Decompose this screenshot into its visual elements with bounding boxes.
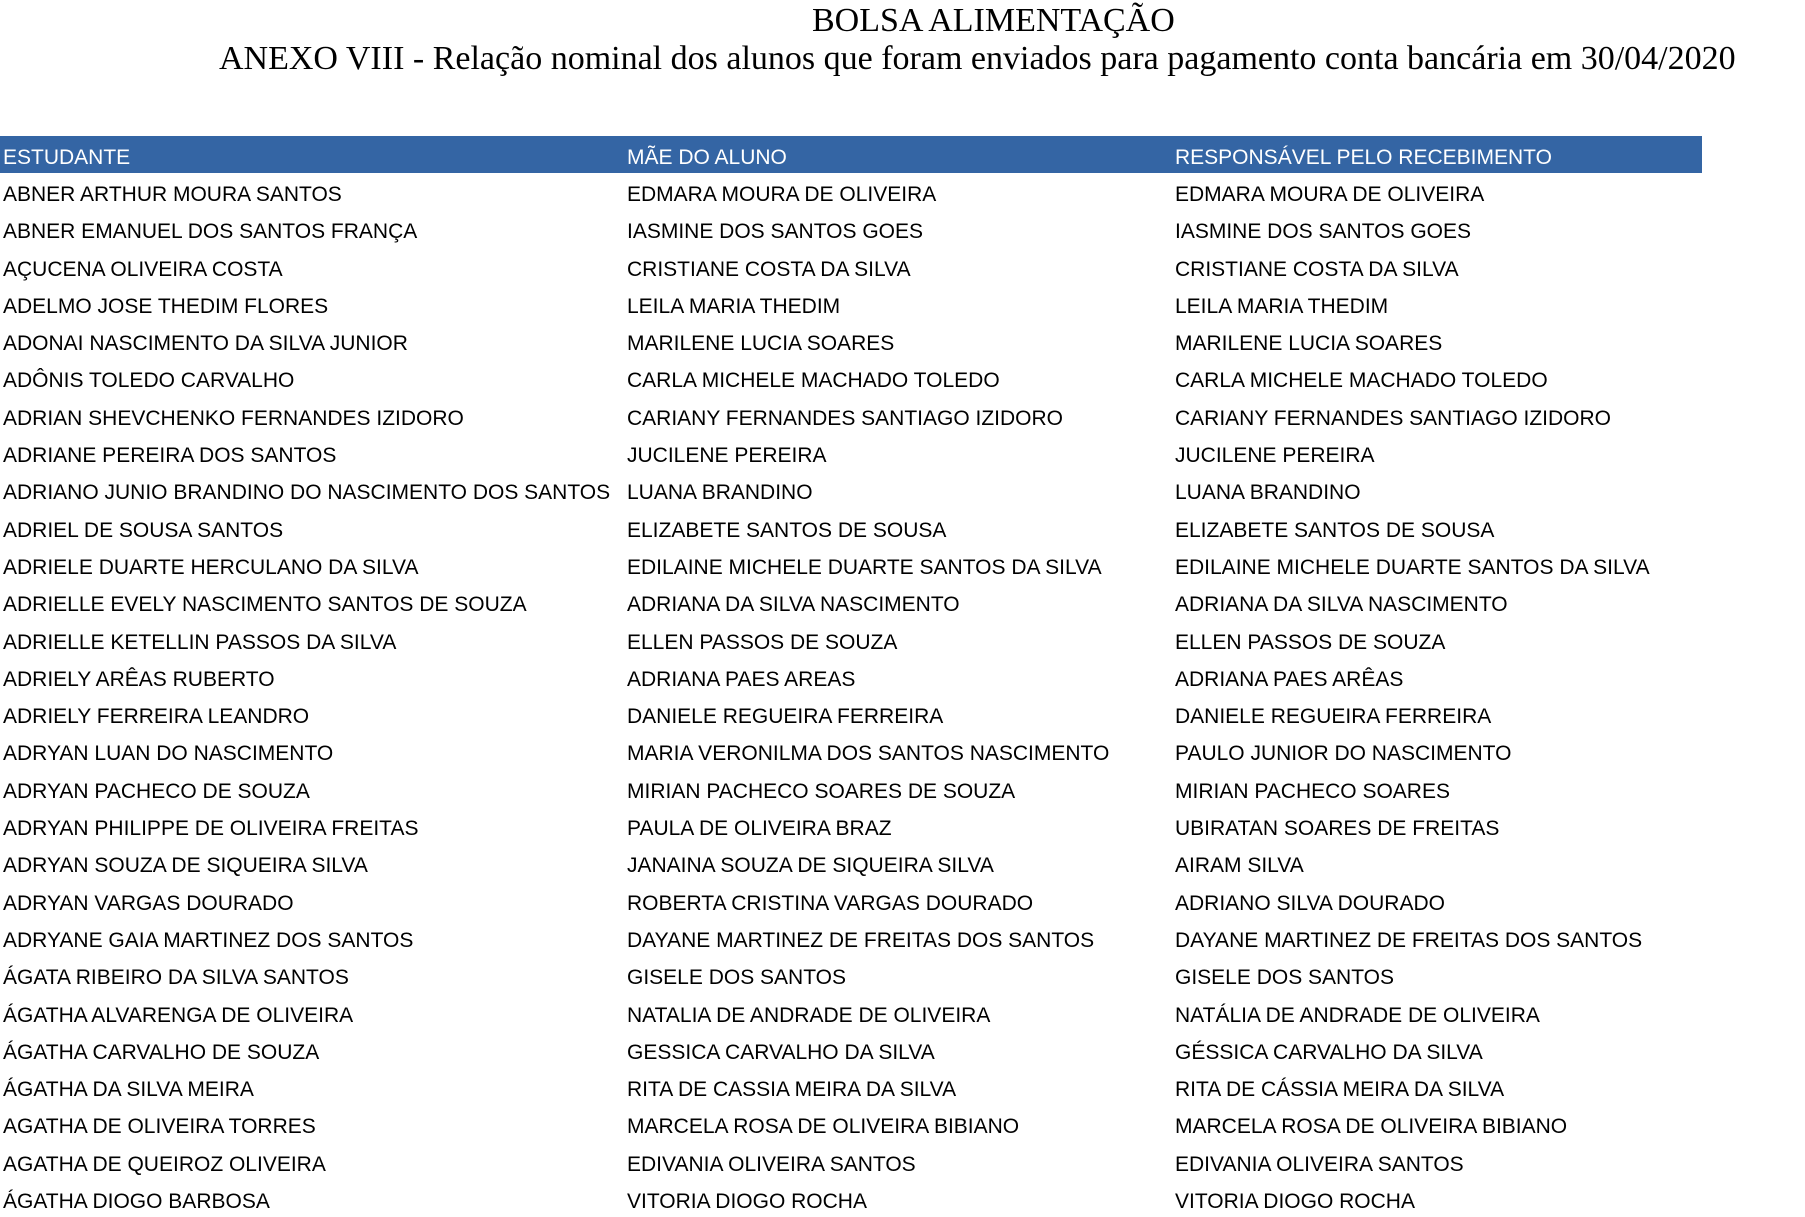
column-header-responsavel: RESPONSÁVEL PELO RECEBIMENTO [1175,146,1552,169]
table-row [0,359,1805,396]
table-row [0,1031,1805,1068]
table-row [0,248,1805,285]
table-row [0,173,1805,210]
table-row [0,658,1805,695]
mother-name-cell: RITA DE CASSIA MEIRA DA SILVA [627,1078,957,1102]
table-row [0,583,1805,620]
responsible-name-cell: JUCILENE PEREIRA [1175,444,1375,468]
table-row [0,210,1805,247]
responsible-name-cell: MIRIAN PACHECO SOARES [1175,779,1450,803]
student-name-cell: ABNER EMANUEL DOS SANTOS FRANÇA [3,220,418,244]
table-row [0,621,1805,658]
table-row [0,397,1805,434]
student-name-cell: ÁGATA RIBEIRO DA SILVA SANTOS [3,966,349,990]
table-row [0,1180,1805,1217]
table-row [0,732,1805,769]
responsible-name-cell: VITORIA DIOGO ROCHA [1175,1190,1415,1214]
responsible-name-cell: ADRIANA DA SILVA NASCIMENTO [1175,593,1508,617]
student-name-cell: ÁGATHA ALVARENGA DE OLIVEIRA [3,1003,354,1027]
responsible-name-cell: LUANA BRANDINO [1175,481,1361,505]
responsible-name-cell: CARIANY FERNANDES SANTIAGO IZIDORO [1175,406,1612,430]
mother-name-cell: ADRIANA PAES AREAS [627,667,856,691]
student-name-cell: ADRIELLE KETELLIN PASSOS DA SILVA [3,630,397,654]
responsible-name-cell: CRISTIANE COSTA DA SILVA [1175,257,1459,281]
student-name-cell: ADRIELY FERREIRA LEANDRO [3,705,310,729]
student-name-cell: ADRIEL DE SOUSA SANTOS [3,518,284,542]
table-row [0,994,1805,1031]
responsible-name-cell: ELLEN PASSOS DE SOUZA [1175,630,1446,654]
document-title: BOLSA ALIMENTAÇÃO [812,2,1175,39]
mother-name-cell: MARCELA ROSA DE OLIVEIRA BIBIANO [627,1115,1020,1139]
responsible-name-cell: RITA DE CÁSSIA MEIRA DA SILVA [1175,1078,1505,1102]
table-row [0,434,1805,471]
document-subtitle: ANEXO VIII - Relação nominal dos alunos que foram enviados para pagamento conta bancária em 30/04/2020 [219,40,1736,77]
mother-name-cell: JANAINA SOUZA DE SIQUEIRA SILVA [627,854,994,878]
table-row [0,844,1805,881]
mother-name-cell: ROBERTA CRISTINA VARGAS DOURADO [627,891,1034,915]
responsible-name-cell: IASMINE DOS SANTOS GOES [1175,220,1472,244]
responsible-name-cell: GÉSSICA CARVALHO DA SILVA [1175,1040,1483,1064]
student-name-cell: ADRYAN PHILIPPE DE OLIVEIRA FREITAS [3,817,419,841]
table-row [0,695,1805,732]
student-name-cell: ADRIELE DUARTE HERCULANO DA SILVA [3,555,419,579]
responsible-name-cell: NATÁLIA DE ANDRADE DE OLIVEIRA [1175,1003,1540,1027]
responsible-name-cell: UBIRATAN SOARES DE FREITAS [1175,817,1500,841]
mother-name-cell: ELLEN PASSOS DE SOUZA [627,630,898,654]
table-row [0,322,1805,359]
responsible-name-cell: ADRIANA PAES ARÊAS [1175,667,1404,691]
student-name-cell: ADRIANO JUNIO BRANDINO DO NASCIMENTO DOS SANTOS [3,481,611,505]
mother-name-cell: MIRIAN PACHECO SOARES DE SOUZA [627,779,1016,803]
student-name-cell: ADELMO JOSE THEDIM FLORES [3,294,329,318]
responsible-name-cell: EDIVANIA OLIVEIRA SANTOS [1175,1152,1464,1176]
table-row [0,807,1805,844]
mother-name-cell: VITORIA DIOGO ROCHA [627,1190,867,1214]
student-name-cell: ADRYANE GAIA MARTINEZ DOS SANTOS [3,928,414,952]
student-name-cell: ADONAI NASCIMENTO DA SILVA JUNIOR [3,332,408,356]
student-name-cell: ÁGATHA CARVALHO DE SOUZA [3,1040,320,1064]
mother-name-cell: EDMARA MOURA DE OLIVEIRA [627,183,937,206]
responsible-name-cell: EDILAINE MICHELE DUARTE SANTOS DA SILVA [1175,555,1650,579]
table-row [0,285,1805,322]
table-row [0,471,1805,508]
responsible-name-cell: ELIZABETE SANTOS DE SOUSA [1175,518,1495,542]
mother-name-cell: ELIZABETE SANTOS DE SOUSA [627,518,947,542]
student-name-cell: ÁGATHA DA SILVA MEIRA [3,1078,254,1102]
mother-name-cell: MARILENE LUCIA SOARES [627,332,895,356]
responsible-name-cell: GISELE DOS SANTOS [1175,966,1395,990]
student-name-cell: AÇUCENA OLIVEIRA COSTA [3,257,283,281]
table-row [0,956,1805,993]
table-row [0,1143,1805,1180]
mother-name-cell: CRISTIANE COSTA DA SILVA [627,257,911,281]
mother-name-cell: NATALIA DE ANDRADE DE OLIVEIRA [627,1003,991,1027]
mother-name-cell: ADRIANA DA SILVA NASCIMENTO [627,593,960,617]
mother-name-cell: EDIVANIA OLIVEIRA SANTOS [627,1152,916,1176]
student-name-cell: ADRIAN SHEVCHENKO FERNANDES IZIDORO [3,406,464,430]
table-row [0,770,1805,807]
responsible-name-cell: LEILA MARIA THEDIM [1175,294,1389,318]
table-header [0,136,1702,173]
mother-name-cell: JUCILENE PEREIRA [627,444,827,468]
student-name-cell: ADRIELY ARÊAS RUBERTO [3,667,275,691]
mother-name-cell: MARIA VERONILMA DOS SANTOS NASCIMENTO [627,742,1110,766]
mother-name-cell: CARIANY FERNANDES SANTIAGO IZIDORO [627,406,1064,430]
table-body [0,173,1805,1217]
responsible-name-cell: DAYANE MARTINEZ DE FREITAS DOS SANTOS [1175,928,1643,952]
student-name-cell: ÁGATHA DIOGO BARBOSA [3,1190,270,1214]
student-name-cell: ADRYAN PACHECO DE SOUZA [3,779,310,803]
mother-name-cell: EDILAINE MICHELE DUARTE SANTOS DA SILVA [627,555,1102,579]
table-row [0,1105,1805,1142]
mother-name-cell: CARLA MICHELE MACHADO TOLEDO [627,369,1000,393]
responsible-name-cell: MARILENE LUCIA SOARES [1175,332,1443,356]
student-name-cell: ADRIANE PEREIRA DOS SANTOS [3,444,337,468]
mother-name-cell: GESSICA CARVALHO DA SILVA [627,1040,935,1064]
mother-name-cell: DANIELE REGUEIRA FERREIRA [627,705,944,729]
mother-name-cell: LEILA MARIA THEDIM [627,294,841,318]
student-name-cell: AGATHA DE QUEIROZ OLIVEIRA [3,1152,326,1176]
table-row [0,509,1805,546]
student-name-cell: ADÔNIS TOLEDO CARVALHO [3,369,295,393]
mother-name-cell: PAULA DE OLIVEIRA BRAZ [627,817,892,841]
table-row [0,919,1805,956]
mother-name-cell: IASMINE DOS SANTOS GOES [627,220,924,244]
mother-name-cell: LUANA BRANDINO [627,481,813,505]
responsible-name-cell: DANIELE REGUEIRA FERREIRA [1175,705,1492,729]
responsible-name-cell: ADRIANO SILVA DOURADO [1175,891,1445,915]
student-name-cell: ADRYAN VARGAS DOURADO [3,891,294,915]
mother-name-cell: GISELE DOS SANTOS [627,966,847,990]
responsible-name-cell: AIRAM SILVA [1175,854,1304,878]
responsible-name-cell: MARCELA ROSA DE OLIVEIRA BIBIANO [1175,1115,1568,1139]
student-name-cell: ADRYAN LUAN DO NASCIMENTO [3,742,334,766]
mother-name-cell: DAYANE MARTINEZ DE FREITAS DOS SANTOS [627,928,1095,952]
column-header-mae-do-aluno: MÃE DO ALUNO [627,146,787,169]
table-row [0,882,1805,919]
responsible-name-cell: CARLA MICHELE MACHADO TOLEDO [1175,369,1548,393]
responsible-name-cell: PAULO JUNIOR DO NASCIMENTO [1175,742,1512,766]
student-name-cell: ADRIELLE EVELY NASCIMENTO SANTOS DE SOUZA [3,593,527,617]
column-header-estudante: ESTUDANTE [3,146,131,169]
table-row [0,546,1805,583]
table-row [0,1068,1805,1105]
student-name-cell: ADRYAN SOUZA DE SIQUEIRA SILVA [3,854,368,878]
responsible-name-cell: EDMARA MOURA DE OLIVEIRA [1175,183,1485,206]
student-name-cell: AGATHA DE OLIVEIRA TORRES [3,1115,316,1139]
student-name-cell: ABNER ARTHUR MOURA SANTOS [3,183,342,206]
